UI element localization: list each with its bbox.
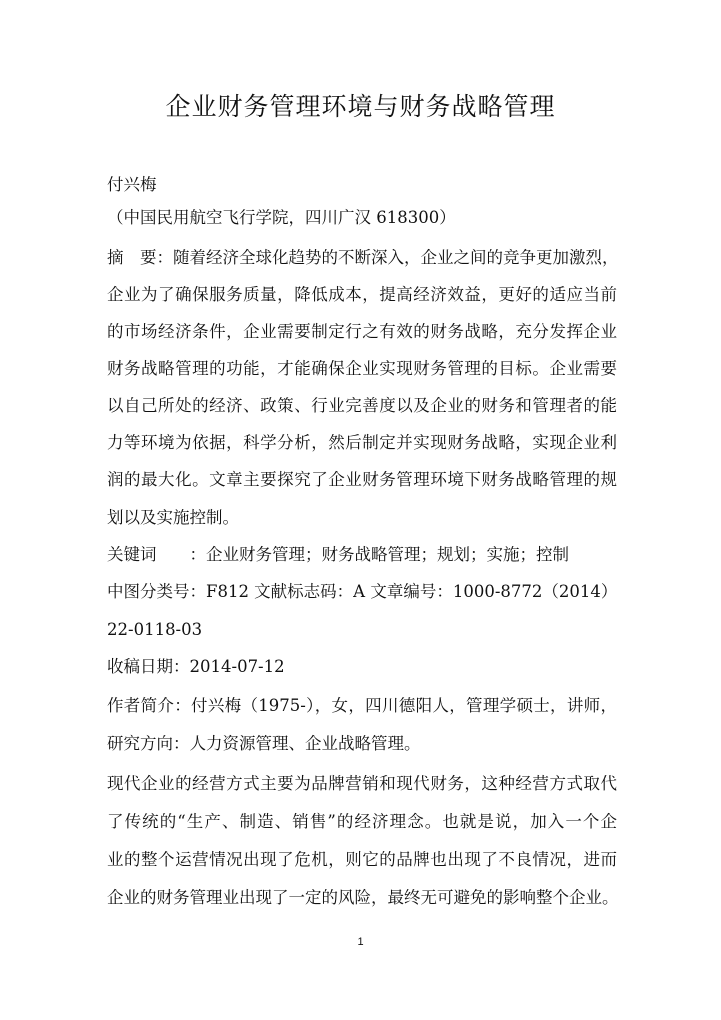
- abstract-line: 摘 要：随着经济全球化趋势的不断深入，企业之间的竞争更加激烈，: [107, 248, 619, 267]
- keywords: 关键词 ：企业财务管理；财务战略管理；规划；实施；控制: [107, 545, 569, 564]
- body-line: 企业的财务管理业出现了一定的风险，最终无可避免的影响整个企业。: [107, 888, 619, 907]
- abstract-line: 润的最大化。文章主要探究了企业财务管理环境下财务战略管理的规: [107, 470, 617, 489]
- author-affiliation: （中国民用航空飞行学院，四川广汉 618300）: [107, 208, 456, 227]
- abstract-line: 以自己所处的经济、政策、行业完善度以及企业的财务和管理者的能: [107, 396, 617, 415]
- page-number: 1: [357, 936, 364, 948]
- classification-line: 中图分类号：F812 文献标志码：A 文章编号：1000-8772（2014）: [107, 582, 618, 601]
- bio-line: 研究方向：人力资源管理、企业战略管理。: [107, 734, 421, 753]
- abstract-line: 财务战略管理的功能，才能确保企业实现财务管理的目标。企业需要: [107, 359, 617, 378]
- abstract-line: 企业为了确保服务质量，降低成本，提高经济效益，更好的适应当前: [107, 285, 617, 304]
- abstract-line: 的市场经济条件，企业需要制定行之有效的财务战略，充分发挥企业: [107, 322, 617, 341]
- abstract-line: 划以及实施控制。: [107, 508, 239, 527]
- classification-line: 22-0118-03: [107, 620, 203, 639]
- body-line: 业的整个运营情况出现了危机，则它的品牌也出现了不良情况，进而: [107, 850, 617, 869]
- abstract-line: 力等环境为依据，科学分析，然后制定并实现财务战略，实现企业利: [107, 433, 617, 452]
- paper-title: 企业财务管理环境与财务战略管理: [165, 92, 556, 121]
- bio-line: 作者简介：付兴梅（1975-），女，四川德阳人，管理学硕士，讲师，: [107, 696, 617, 715]
- author-name: 付兴梅: [107, 175, 157, 194]
- body-line: 现代企业的经营方式主要为品牌营销和现代财务，这种经营方式取代: [107, 774, 617, 793]
- received-date: 收稿日期：2014-07-12: [107, 657, 285, 676]
- body-line: 了传统的“生产、制造、销售”的经济理念。也就是说，加入一个企: [107, 812, 617, 831]
